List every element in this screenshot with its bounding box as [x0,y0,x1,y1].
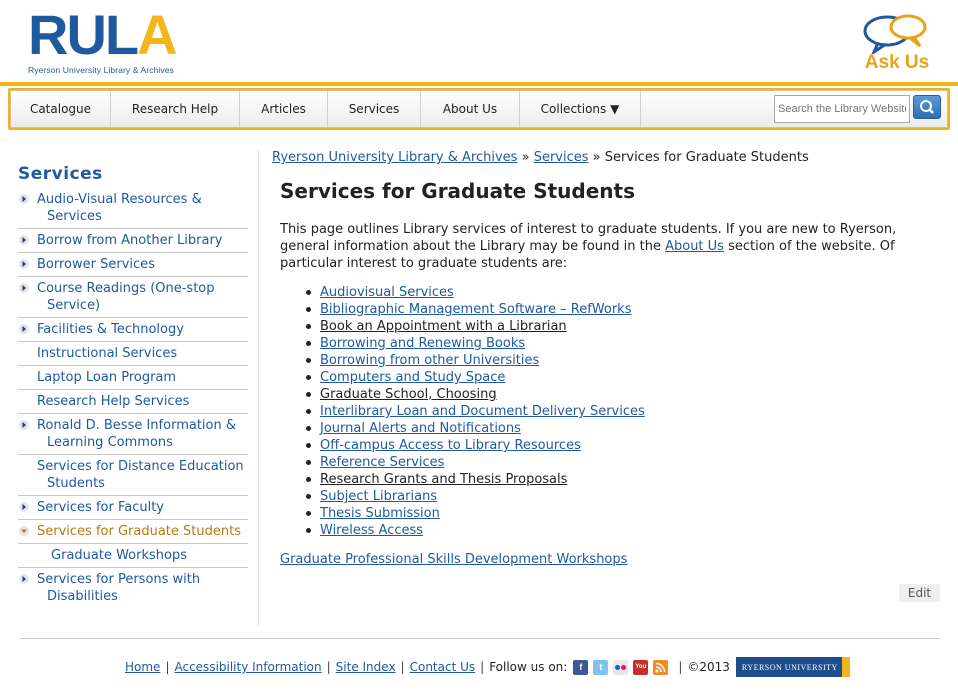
sidebar-item-label: Services for Persons with Disabilities [37,572,201,604]
list-item [300,301,942,318]
logo-text-main: RUL [28,3,138,66]
footer-contact-link[interactable]: Contact Us [409,660,476,674]
list-item [300,488,942,505]
sidebar-item-audio-visual[interactable] [18,188,248,229]
sidebar-item-label: Course Readings (One-stop Service) [37,281,215,313]
sidebar-item-label: Services for Distance Education Students [37,459,244,491]
sidebar-item-label: Instructional Services [37,346,178,361]
book-appointment-link[interactable]: Book an Appointment with a Librarian [320,319,567,334]
expand-arrow-icon[interactable] [19,259,29,269]
search-button[interactable] [913,95,941,119]
sidebar-item-graduate-students[interactable] [18,520,248,544]
page-title: Services for Graduate Students [280,179,635,203]
nav-research-help[interactable]: Research Help [111,91,240,127]
breadcrumb-separator: » [521,150,530,165]
sidebar-item-label: Borrower Services [37,257,155,272]
journal-alerts-link[interactable]: Journal Alerts and Notifications [320,421,521,436]
sidebar-item-laptop-loan[interactable] [18,366,248,390]
sidebar-item-research-help[interactable] [18,390,248,414]
services-link-list [300,284,942,539]
interlibrary-loan-link[interactable]: Interlibrary Loan and Document Delivery Services [320,404,645,419]
twitter-icon[interactable]: t [593,660,608,675]
nav-catalogue[interactable]: Catalogue [11,91,111,127]
breadcrumb-services-link[interactable]: Services [533,150,589,165]
off-campus-access-link[interactable]: Off-campus Access to Library Resources [320,438,581,453]
nav-services[interactable]: Services [328,91,421,127]
breadcrumb-separator: » [592,150,601,165]
expand-arrow-icon[interactable] [19,502,29,512]
chat-bubbles-icon [860,14,934,54]
footer-separator: | [326,660,331,674]
list-item [300,454,942,471]
borrowing-renewing-link[interactable]: Borrowing and Renewing Books [320,336,526,351]
breadcrumb-home-link[interactable]: Ryerson University Library & Archives [272,150,518,165]
footer-separator: | [165,660,170,674]
rula-logo[interactable] [28,3,176,75]
main-content [272,150,942,600]
about-us-link[interactable]: About Us [665,239,724,254]
intro-text: section of the website. Of particular interest to graduate students are: [280,239,895,271]
header-divider [0,82,958,86]
audiovisual-services-link[interactable]: Audiovisual Services [320,285,454,300]
ask-us-label: Ask Us [864,52,930,73]
sidebar-item-learning-commons[interactable] [18,414,248,455]
rss-icon[interactable] [653,660,668,675]
copyright-text: ©2013 [687,660,730,674]
expand-arrow-icon[interactable] [19,420,29,430]
follow-us-label: Follow us on: [489,660,568,674]
list-item [300,284,942,301]
list-item [300,386,942,403]
list-item [300,437,942,454]
footer-divider [20,638,940,639]
expand-arrow-icon[interactable] [19,324,29,334]
borrowing-universities-link[interactable]: Borrowing from other Universities [320,353,540,368]
site-header [0,0,958,84]
facebook-icon[interactable]: f [573,660,588,675]
sidebar-item-label: Laptop Loan Program [37,370,177,385]
list-item [300,352,942,369]
list-item [300,505,942,522]
sidebar-divider [258,150,259,626]
nav-articles[interactable]: Articles [240,91,328,127]
expand-arrow-icon[interactable] [19,283,29,293]
wireless-access-link[interactable]: Wireless Access [320,523,424,538]
footer-separator: | [400,660,405,674]
footer-home-link[interactable]: Home [125,660,161,674]
search-input[interactable] [774,95,910,123]
ryerson-university-logo[interactable]: RYERSON UNIVERSITY [736,657,850,677]
subject-librarians-link[interactable]: Subject Librarians [320,489,438,504]
research-grants-link[interactable]: Research Grants and Thesis Proposals [320,472,568,487]
sidebar-item-label: Borrow from Another Library [37,233,223,248]
sidebar-item-instructional[interactable] [18,342,248,366]
footer-separator: | [678,660,683,674]
footer-separator: | [480,660,485,674]
site-footer [125,656,850,678]
sidebar-item-facilities[interactable] [18,318,248,342]
sidebar-item-label: Graduate Workshops [51,548,187,563]
search-icon [914,96,940,118]
collapse-arrow-icon[interactable] [19,526,29,536]
sidebar-item-label: Ronald D. Besse Information & Learning Commons [37,418,236,450]
sidebar-item-faculty[interactable] [18,496,248,520]
graduate-school-link[interactable]: Graduate School, Choosing [320,387,497,402]
list-item [300,522,942,539]
intro-text: This page outlines Library services of interest to graduate students. If you are new to Ryerson, general information about the Library may be found in the [280,222,897,254]
list-item [300,335,942,352]
flickr-icon[interactable] [613,660,628,675]
expand-arrow-icon[interactable] [19,235,29,245]
sidebar-item-borrower-services[interactable] [18,253,248,277]
list-item [300,369,942,386]
logo-text-accent: A [137,3,176,66]
reference-services-link[interactable]: Reference Services [320,455,445,470]
computers-study-space-link[interactable]: Computers and Study Space [320,370,506,385]
list-item [300,403,942,420]
social-links [573,660,673,675]
sidebar-item-label: Services for Faculty [37,500,164,515]
main-navigation [8,88,950,130]
sidebar-item-graduate-workshops[interactable] [18,544,248,568]
sidebar-title: Services [18,164,103,184]
breadcrumb [272,150,942,165]
sidebar-item-label: Services for Graduate Students [37,524,241,539]
nav-collections[interactable]: Collections ▼ [520,91,641,127]
ask-us-button[interactable] [860,14,934,74]
thesis-submission-link[interactable]: Thesis Submission [320,506,440,521]
graduate-workshops-link[interactable]: Graduate Professional Skills Development Workshops [280,552,628,567]
sidebar-item-distance-education[interactable] [18,455,248,496]
sidebar-item-label: Audio-Visual Resources & Services [37,192,202,224]
list-item [300,420,942,437]
refworks-link[interactable]: Bibliographic Management Software – RefWorks [320,302,632,317]
list-item [300,318,942,335]
sidebar-item-course-readings[interactable] [18,277,248,318]
footer-accessibility-link[interactable]: Accessibility Information [174,660,322,674]
footer-site-index-link[interactable]: Site Index [335,660,396,674]
nav-about-us[interactable]: About Us [421,91,520,127]
expand-arrow-icon[interactable] [19,194,29,204]
edit-button[interactable]: Edit [899,584,940,602]
intro-paragraph [280,221,920,272]
sidebar-item-disabilities[interactable] [18,568,248,608]
expand-arrow-icon[interactable] [19,574,29,584]
sidebar-item-label: Facilities & Technology [37,322,184,337]
sidebar [18,164,248,608]
sidebar-item-label: Research Help Services [37,394,190,409]
logo-subtitle: Ryerson University Library & Archives [28,65,174,75]
list-item [300,471,942,488]
sidebar-item-borrow-another[interactable] [18,229,248,253]
breadcrumb-current: Services for Graduate Students [604,150,809,165]
youtube-icon[interactable]: You [633,660,648,675]
logo-mark [28,3,176,66]
